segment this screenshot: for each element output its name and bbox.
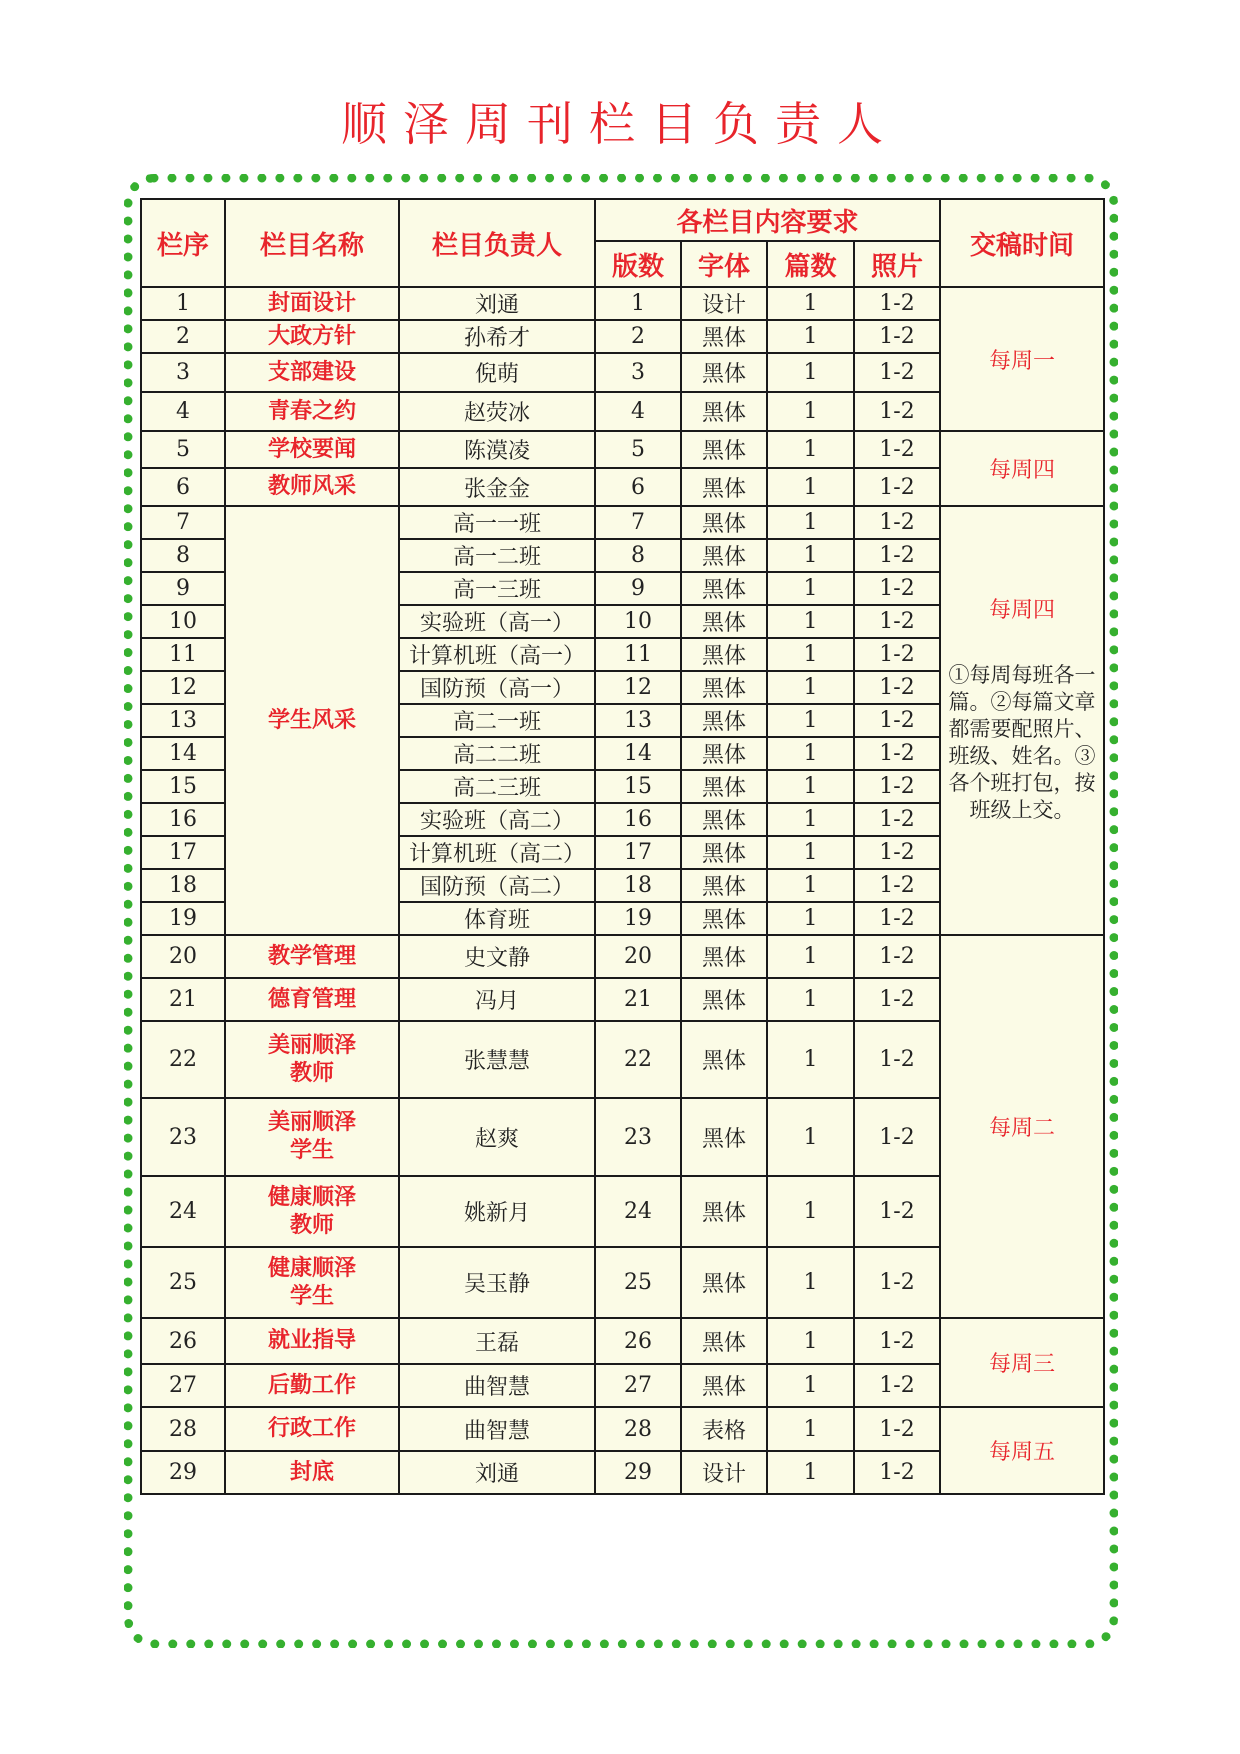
cell-photo: 1-2 bbox=[854, 803, 940, 836]
cell-seq: 12 bbox=[141, 671, 225, 704]
cell-seq: 5 bbox=[141, 431, 225, 468]
cell-count: 1 bbox=[767, 1098, 854, 1176]
header-font: 字体 bbox=[681, 241, 767, 287]
cell-pages: 16 bbox=[595, 803, 681, 836]
cell-font: 黑体 bbox=[681, 431, 767, 468]
cell-column-name: 学校要闻 bbox=[225, 431, 399, 468]
cell-seq: 2 bbox=[141, 320, 225, 353]
cell-seq: 1 bbox=[141, 287, 225, 320]
cell-count: 1 bbox=[767, 671, 854, 704]
cell-pages: 29 bbox=[595, 1451, 681, 1494]
cell-pages: 17 bbox=[595, 836, 681, 869]
cell-column-name: 德育管理 bbox=[225, 978, 399, 1021]
table-row bbox=[141, 1318, 1104, 1364]
cell-person: 实验班（高二） bbox=[399, 803, 595, 836]
cell-photo: 1-2 bbox=[854, 737, 940, 770]
cell-font: 黑体 bbox=[681, 671, 767, 704]
schedule-table bbox=[140, 198, 1105, 1495]
cell-count: 1 bbox=[767, 320, 854, 353]
header-deadline: 交稿时间 bbox=[940, 199, 1104, 287]
cell-person: 高二三班 bbox=[399, 770, 595, 803]
cell-person: 冯月 bbox=[399, 978, 595, 1021]
cell-font: 黑体 bbox=[681, 506, 767, 539]
cell-count: 1 bbox=[767, 605, 854, 638]
cell-deadline: 每周四 bbox=[940, 431, 1104, 506]
cell-column-name: 封面设计 bbox=[225, 287, 399, 320]
header-seq: 栏序 bbox=[141, 199, 225, 287]
cell-font: 黑体 bbox=[681, 539, 767, 572]
header-count: 篇数 bbox=[767, 241, 854, 287]
cell-seq: 26 bbox=[141, 1318, 225, 1364]
cell-pages: 15 bbox=[595, 770, 681, 803]
cell-count: 1 bbox=[767, 1318, 854, 1364]
cell-font: 黑体 bbox=[681, 935, 767, 978]
cell-seq: 28 bbox=[141, 1407, 225, 1451]
cell-pages: 23 bbox=[595, 1098, 681, 1176]
cell-person: 史文静 bbox=[399, 935, 595, 978]
cell-person: 高二一班 bbox=[399, 704, 595, 737]
cell-count: 1 bbox=[767, 506, 854, 539]
cell-font: 黑体 bbox=[681, 468, 767, 506]
cell-pages: 26 bbox=[595, 1318, 681, 1364]
cell-photo: 1-2 bbox=[854, 572, 940, 605]
table-body bbox=[141, 287, 1104, 1494]
cell-pages: 25 bbox=[595, 1247, 681, 1318]
header-name: 栏目名称 bbox=[225, 199, 399, 287]
cell-count: 1 bbox=[767, 638, 854, 671]
cell-font: 黑体 bbox=[681, 737, 767, 770]
cell-photo: 1-2 bbox=[854, 638, 940, 671]
cell-seq: 20 bbox=[141, 935, 225, 978]
cell-pages: 7 bbox=[595, 506, 681, 539]
cell-seq: 17 bbox=[141, 836, 225, 869]
cell-seq: 27 bbox=[141, 1364, 225, 1407]
cell-count: 1 bbox=[767, 287, 854, 320]
cell-photo: 1-2 bbox=[854, 287, 940, 320]
cell-count: 1 bbox=[767, 1247, 854, 1318]
cell-column-name: 健康顺泽 教师 bbox=[225, 1176, 399, 1247]
cell-deadline: 每周三 bbox=[940, 1318, 1104, 1407]
cell-person: 刘通 bbox=[399, 1451, 595, 1494]
cell-font: 黑体 bbox=[681, 1364, 767, 1407]
cell-seq: 21 bbox=[141, 978, 225, 1021]
header-requirements: 各栏目内容要求 bbox=[595, 199, 940, 241]
cell-pages: 19 bbox=[595, 902, 681, 935]
cell-column-name: 教学管理 bbox=[225, 935, 399, 978]
cell-photo: 1-2 bbox=[854, 506, 940, 539]
cell-photo: 1-2 bbox=[854, 704, 940, 737]
cell-person: 姚新月 bbox=[399, 1176, 595, 1247]
cell-seq: 24 bbox=[141, 1176, 225, 1247]
cell-pages: 13 bbox=[595, 704, 681, 737]
cell-font: 黑体 bbox=[681, 320, 767, 353]
cell-person: 孙希才 bbox=[399, 320, 595, 353]
deadline-text: 每周四 bbox=[989, 598, 1056, 623]
cell-photo: 1-2 bbox=[854, 1364, 940, 1407]
cell-seq: 9 bbox=[141, 572, 225, 605]
cell-seq: 7 bbox=[141, 506, 225, 539]
cell-column-name: 教师风采 bbox=[225, 468, 399, 506]
cell-column-name: 行政工作 bbox=[225, 1407, 399, 1451]
cell-font: 设计 bbox=[681, 1451, 767, 1494]
cell-seq: 18 bbox=[141, 869, 225, 902]
cell-pages: 27 bbox=[595, 1364, 681, 1407]
cell-person: 计算机班（高一） bbox=[399, 638, 595, 671]
cell-photo: 1-2 bbox=[854, 539, 940, 572]
cell-pages: 20 bbox=[595, 935, 681, 978]
cell-font: 黑体 bbox=[681, 803, 767, 836]
cell-seq: 23 bbox=[141, 1098, 225, 1176]
cell-pages: 9 bbox=[595, 572, 681, 605]
cell-photo: 1-2 bbox=[854, 1247, 940, 1318]
cell-photo: 1-2 bbox=[854, 353, 940, 392]
cell-person: 计算机班（高二） bbox=[399, 836, 595, 869]
cell-person: 曲智慧 bbox=[399, 1407, 595, 1451]
cell-column-name: 学生风采 bbox=[225, 506, 399, 935]
cell-pages: 3 bbox=[595, 353, 681, 392]
cell-person: 陈漠凌 bbox=[399, 431, 595, 468]
cell-pages: 4 bbox=[595, 392, 681, 431]
cell-seq: 14 bbox=[141, 737, 225, 770]
cell-font: 黑体 bbox=[681, 836, 767, 869]
cell-deadline: 每周二 bbox=[940, 935, 1104, 1318]
cell-column-name: 支部建设 bbox=[225, 353, 399, 392]
table-row bbox=[141, 1407, 1104, 1451]
cell-photo: 1-2 bbox=[854, 605, 940, 638]
cell-photo: 1-2 bbox=[854, 392, 940, 431]
cell-pages: 1 bbox=[595, 287, 681, 320]
cell-font: 黑体 bbox=[681, 869, 767, 902]
cell-column-name: 美丽顺泽 学生 bbox=[225, 1098, 399, 1176]
cell-count: 1 bbox=[767, 803, 854, 836]
cell-photo: 1-2 bbox=[854, 978, 940, 1021]
cell-font: 黑体 bbox=[681, 1318, 767, 1364]
cell-count: 1 bbox=[767, 737, 854, 770]
cell-photo: 1-2 bbox=[854, 1098, 940, 1176]
cell-count: 1 bbox=[767, 353, 854, 392]
cell-pages: 5 bbox=[595, 431, 681, 468]
cell-pages: 11 bbox=[595, 638, 681, 671]
cell-font: 表格 bbox=[681, 1407, 767, 1451]
cell-pages: 8 bbox=[595, 539, 681, 572]
table-row bbox=[141, 431, 1104, 468]
cell-count: 1 bbox=[767, 836, 854, 869]
cell-person: 实验班（高一） bbox=[399, 605, 595, 638]
cell-count: 1 bbox=[767, 468, 854, 506]
cell-person: 张慧慧 bbox=[399, 1021, 595, 1098]
cell-font: 设计 bbox=[681, 287, 767, 320]
cell-seq: 3 bbox=[141, 353, 225, 392]
table-row bbox=[141, 935, 1104, 978]
header-photo: 照片 bbox=[854, 241, 940, 287]
page-title: 顺泽周刊栏目负责人 bbox=[341, 97, 899, 151]
cell-pages: 14 bbox=[595, 737, 681, 770]
cell-person: 国防预（高二） bbox=[399, 869, 595, 902]
cell-photo: 1-2 bbox=[854, 320, 940, 353]
cell-seq: 6 bbox=[141, 468, 225, 506]
cell-font: 黑体 bbox=[681, 1098, 767, 1176]
cell-person: 高一三班 bbox=[399, 572, 595, 605]
cell-photo: 1-2 bbox=[854, 1318, 940, 1364]
cell-count: 1 bbox=[767, 431, 854, 468]
cell-photo: 1-2 bbox=[854, 1021, 940, 1098]
cell-font: 黑体 bbox=[681, 704, 767, 737]
cell-photo: 1-2 bbox=[854, 935, 940, 978]
cell-deadline: 每周五 bbox=[940, 1407, 1104, 1494]
cell-photo: 1-2 bbox=[854, 671, 940, 704]
cell-column-name: 美丽顺泽 教师 bbox=[225, 1021, 399, 1098]
cell-pages: 12 bbox=[595, 671, 681, 704]
cell-person: 高二二班 bbox=[399, 737, 595, 770]
cell-column-name: 青春之约 bbox=[225, 392, 399, 431]
cell-font: 黑体 bbox=[681, 638, 767, 671]
cell-person: 体育班 bbox=[399, 902, 595, 935]
cell-column-name: 健康顺泽 学生 bbox=[225, 1247, 399, 1318]
header-person: 栏目负责人 bbox=[399, 199, 595, 287]
cell-photo: 1-2 bbox=[854, 468, 940, 506]
cell-deadline bbox=[940, 506, 1104, 935]
cell-count: 1 bbox=[767, 1021, 854, 1098]
cell-seq: 19 bbox=[141, 902, 225, 935]
cell-font: 黑体 bbox=[681, 1247, 767, 1318]
table-row bbox=[141, 506, 1104, 539]
cell-photo: 1-2 bbox=[854, 1176, 940, 1247]
cell-column-name: 后勤工作 bbox=[225, 1364, 399, 1407]
cell-seq: 16 bbox=[141, 803, 225, 836]
cell-font: 黑体 bbox=[681, 605, 767, 638]
cell-count: 1 bbox=[767, 572, 854, 605]
cell-font: 黑体 bbox=[681, 902, 767, 935]
cell-font: 黑体 bbox=[681, 392, 767, 431]
cell-count: 1 bbox=[767, 539, 854, 572]
cell-photo: 1-2 bbox=[854, 836, 940, 869]
cell-font: 黑体 bbox=[681, 770, 767, 803]
cell-count: 1 bbox=[767, 392, 854, 431]
cell-deadline: 每周一 bbox=[940, 287, 1104, 431]
cell-font: 黑体 bbox=[681, 978, 767, 1021]
cell-seq: 11 bbox=[141, 638, 225, 671]
cell-person: 国防预（高一） bbox=[399, 671, 595, 704]
cell-count: 1 bbox=[767, 704, 854, 737]
cell-photo: 1-2 bbox=[854, 1451, 940, 1494]
cell-count: 1 bbox=[767, 1364, 854, 1407]
table-row bbox=[141, 287, 1104, 320]
cell-pages: 2 bbox=[595, 320, 681, 353]
cell-person: 张金金 bbox=[399, 468, 595, 506]
cell-photo: 1-2 bbox=[854, 869, 940, 902]
cell-seq: 10 bbox=[141, 605, 225, 638]
cell-person: 刘通 bbox=[399, 287, 595, 320]
cell-pages: 10 bbox=[595, 605, 681, 638]
cell-column-name: 就业指导 bbox=[225, 1318, 399, 1364]
cell-person: 高一一班 bbox=[399, 506, 595, 539]
cell-font: 黑体 bbox=[681, 1176, 767, 1247]
cell-count: 1 bbox=[767, 869, 854, 902]
cell-person: 赵荧冰 bbox=[399, 392, 595, 431]
cell-pages: 21 bbox=[595, 978, 681, 1021]
cell-count: 1 bbox=[767, 978, 854, 1021]
cell-pages: 18 bbox=[595, 869, 681, 902]
cell-pages: 6 bbox=[595, 468, 681, 506]
cell-font: 黑体 bbox=[681, 1021, 767, 1098]
cell-count: 1 bbox=[767, 1407, 854, 1451]
cell-person: 吴玉静 bbox=[399, 1247, 595, 1318]
cell-count: 1 bbox=[767, 902, 854, 935]
cell-photo: 1-2 bbox=[854, 770, 940, 803]
header-pages: 版数 bbox=[595, 241, 681, 287]
cell-person: 倪萌 bbox=[399, 353, 595, 392]
cell-count: 1 bbox=[767, 770, 854, 803]
cell-person: 高一二班 bbox=[399, 539, 595, 572]
cell-seq: 13 bbox=[141, 704, 225, 737]
cell-photo: 1-2 bbox=[854, 902, 940, 935]
cell-pages: 22 bbox=[595, 1021, 681, 1098]
cell-count: 1 bbox=[767, 1176, 854, 1247]
cell-seq: 4 bbox=[141, 392, 225, 431]
cell-photo: 1-2 bbox=[854, 1407, 940, 1451]
cell-font: 黑体 bbox=[681, 353, 767, 392]
deadline-note: ①每周每班各一篇。②每篇文章都需要配照片、班级、姓名。③各个班打包，按班级上交。 bbox=[948, 663, 1096, 822]
cell-person: 王磊 bbox=[399, 1318, 595, 1364]
cell-seq: 15 bbox=[141, 770, 225, 803]
cell-person: 曲智慧 bbox=[399, 1364, 595, 1407]
cell-count: 1 bbox=[767, 935, 854, 978]
cell-count: 1 bbox=[767, 1451, 854, 1494]
cell-seq: 25 bbox=[141, 1247, 225, 1318]
cell-font: 黑体 bbox=[681, 572, 767, 605]
cell-photo: 1-2 bbox=[854, 431, 940, 468]
cell-column-name: 封底 bbox=[225, 1451, 399, 1494]
cell-pages: 28 bbox=[595, 1407, 681, 1451]
cell-seq: 22 bbox=[141, 1021, 225, 1098]
cell-column-name: 大政方针 bbox=[225, 320, 399, 353]
cell-pages: 24 bbox=[595, 1176, 681, 1247]
cell-person: 赵爽 bbox=[399, 1098, 595, 1176]
cell-seq: 8 bbox=[141, 539, 225, 572]
cell-seq: 29 bbox=[141, 1451, 225, 1494]
